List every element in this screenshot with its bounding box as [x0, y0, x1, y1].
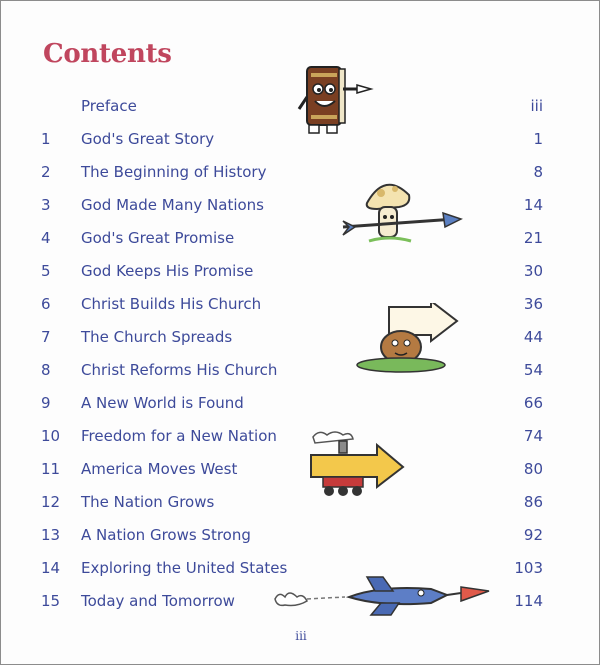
chapter-page: 1 — [533, 130, 543, 148]
chapter-number: 5 — [41, 262, 51, 280]
chapter-title: The Church Spreads — [81, 328, 233, 346]
chapter-number: 2 — [41, 163, 51, 181]
airplane-pointing-icon — [271, 575, 495, 617]
chapter-title: A Nation Grows Strong — [81, 526, 251, 544]
chapter-page: 54 — [523, 361, 543, 379]
toc-preface-page: iii — [530, 97, 543, 115]
chapter-number: 15 — [41, 592, 61, 610]
chapter-number: 3 — [41, 196, 51, 214]
toc-row[interactable] — [1, 328, 600, 352]
toc-row[interactable] — [1, 196, 600, 220]
chapter-number: 11 — [41, 460, 61, 478]
chapter-title: Christ Reforms His Church — [81, 361, 278, 379]
chapter-title: Christ Builds His Church — [81, 295, 262, 313]
chapter-title: The Nation Grows — [81, 493, 215, 511]
chapter-number: 6 — [41, 295, 51, 313]
chapter-title: The Beginning of History — [81, 163, 267, 181]
chapter-page: 92 — [523, 526, 543, 544]
chapter-number: 14 — [41, 559, 61, 577]
toc-row[interactable] — [1, 394, 600, 418]
chapter-page: 36 — [523, 295, 543, 313]
chapter-number: 10 — [41, 427, 61, 445]
chapter-number: 12 — [41, 493, 61, 511]
toc-row[interactable] — [1, 229, 600, 253]
train-arrow-icon — [305, 429, 409, 501]
chapter-page: 44 — [523, 328, 543, 346]
chapter-number: 7 — [41, 328, 51, 346]
toc-row[interactable] — [1, 262, 600, 286]
toc-row[interactable] — [1, 526, 600, 550]
chapter-title: God Keeps His Promise — [81, 262, 254, 280]
toc-preface-label: Preface — [81, 97, 137, 115]
chapter-title: America Moves West — [81, 460, 238, 478]
chapter-page: 80 — [523, 460, 543, 478]
chapter-number: 9 — [41, 394, 51, 412]
chapter-page: 103 — [514, 559, 543, 577]
chapter-title: God's Great Story — [81, 130, 215, 148]
chapter-page: 21 — [523, 229, 543, 247]
chapter-page: 8 — [533, 163, 543, 181]
toc-row[interactable] — [1, 460, 600, 484]
page-title: Contents — [43, 39, 172, 69]
toc-row[interactable] — [1, 295, 600, 319]
chapter-title: God Made Many Nations — [81, 196, 264, 214]
chapter-title: Freedom for a New Nation — [81, 427, 277, 445]
toc-row[interactable] — [1, 361, 600, 385]
chapter-title: Today and Tomorrow — [81, 592, 235, 610]
chapter-page: 86 — [523, 493, 543, 511]
toc-row[interactable] — [1, 427, 600, 451]
toc-row[interactable] — [1, 493, 600, 517]
mushroom-arrow-icon — [339, 175, 463, 255]
chapter-page: 66 — [523, 394, 543, 412]
chapter-page: 114 — [514, 592, 543, 610]
chapter-number: 8 — [41, 361, 51, 379]
chapter-title: Exploring the United States — [81, 559, 288, 577]
book-character-pointing-icon — [293, 59, 377, 141]
chapter-title: God's Great Promise — [81, 229, 235, 247]
chapter-number: 1 — [41, 130, 51, 148]
chapter-number: 13 — [41, 526, 61, 544]
chapter-title: A New World is Found — [81, 394, 244, 412]
chapter-number: 4 — [41, 229, 51, 247]
toc-row[interactable] — [1, 163, 600, 187]
chapter-page: 74 — [523, 427, 543, 445]
chapter-page: 14 — [523, 196, 543, 214]
footer-page-number: iii — [295, 629, 307, 643]
chapter-page: 30 — [523, 262, 543, 280]
groundhog-arrow-sign-icon — [351, 303, 461, 375]
